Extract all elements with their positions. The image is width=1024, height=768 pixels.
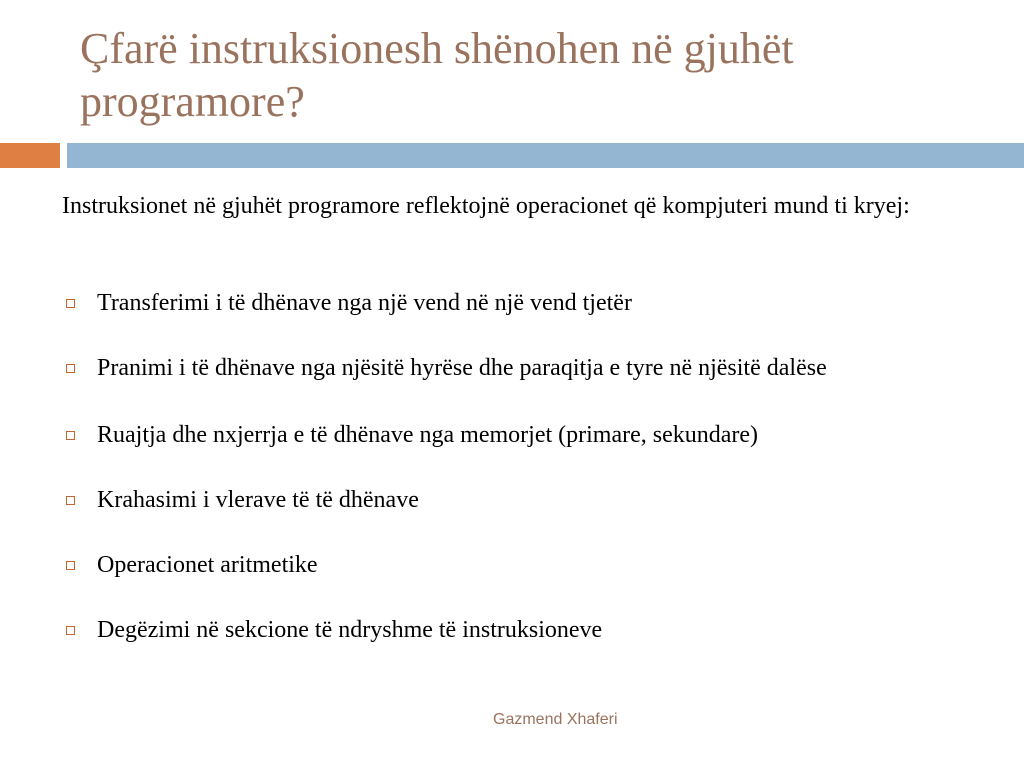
- bullet-text: Degëzimi në sekcione të ndryshme të instruksioneve: [97, 617, 603, 643]
- list-item: [62, 287, 1002, 320]
- hollow-square-bullet-icon: [66, 496, 75, 505]
- bullet-text: Ruajtja dhe nxjerrja e të dhënave nga memorjet (primare, sekundare): [97, 422, 759, 448]
- bullet-list: [62, 287, 1002, 679]
- title-accent-bar-blue: [67, 143, 1024, 168]
- bullet-text: Transferimi i të dhënave nga një vend në një vend tjetër: [97, 290, 632, 316]
- bullet-text: Krahasimi i vlerave të të dhënave: [97, 487, 419, 513]
- hollow-square-bullet-icon: [66, 561, 75, 570]
- bullet-text: Operacionet aritmetike: [97, 552, 318, 578]
- bullet-text: Pranimi i të dhënave nga njësitë hyrëse dhe paraqitja e tyre në njësitë dalëse: [97, 355, 827, 381]
- hollow-square-bullet-icon: [66, 431, 75, 440]
- hollow-square-bullet-icon: [66, 364, 75, 373]
- list-item: [62, 484, 1002, 517]
- list-item: [62, 340, 1002, 397]
- title-accent-bar-orange: [0, 143, 60, 168]
- slide-title: Çfarë instruksionesh shënohen në gjuhët programore?: [80, 24, 794, 126]
- intro-paragraph: Instruksionet në gjuhët programore reflektojnë operacionet që kompjuteri mund ti kryej:: [62, 193, 910, 219]
- footer-author: Gazmend Xhaferi: [493, 711, 618, 728]
- hollow-square-bullet-icon: [66, 299, 75, 308]
- list-item: [62, 614, 1002, 647]
- list-item: [62, 549, 1002, 582]
- hollow-square-bullet-icon: [66, 626, 75, 635]
- list-item: [62, 419, 1002, 452]
